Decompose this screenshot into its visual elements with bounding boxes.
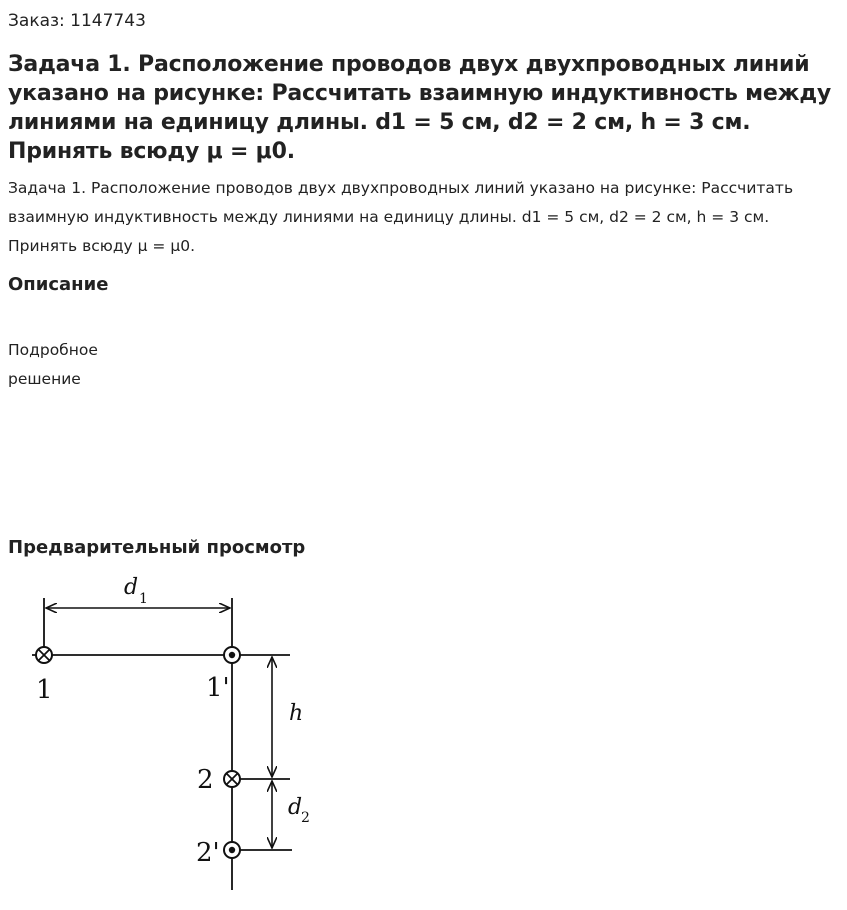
- description-heading: Описание: [8, 274, 109, 295]
- wire-1prime-dot-icon: [224, 647, 240, 663]
- d2-subscript: 2: [301, 810, 310, 826]
- wire-diagram: [0, 570, 340, 906]
- h-label: h: [289, 701, 304, 726]
- wire-2prime-label: 2': [196, 838, 220, 868]
- wire-2-cross-icon: [224, 771, 240, 787]
- page-title: Задача 1. Расположение проводов двух двухпроводных линий указано на рисунке: Рассчитать взаимную индуктивность между линиями на единицу длины. d1 = 5 см, d2 = 2 см, h = 3 см. Принять всюду μ = μ0.: [8, 52, 832, 164]
- description-line: Подробное: [8, 341, 98, 359]
- wire-1-label: 1: [36, 675, 53, 705]
- wire-1-cross-icon: [36, 647, 52, 663]
- wire-2prime-dot-icon: [224, 842, 240, 858]
- wire-1prime-label: 1': [206, 673, 230, 703]
- preview-figure: [0, 570, 340, 906]
- d2-label: d: [288, 795, 303, 820]
- preview-heading: Предварительный просмотр: [8, 537, 306, 558]
- order-number: Заказ: 1147743: [8, 11, 146, 31]
- description-body: [8, 336, 148, 394]
- d1-label: d: [124, 575, 139, 600]
- wire-2-label: 2: [197, 765, 214, 795]
- description-line: решение: [8, 370, 81, 388]
- task-text: Задача 1. Расположение проводов двух двухпроводных линий указано на рисунке: Рассчитать взаимную индуктивность между линиями на единицу длины. d1 = 5 см, d2 = 2 см, h = 3 см. Принять всюду μ = μ0.: [8, 179, 794, 255]
- d1-subscript: 1: [139, 591, 148, 607]
